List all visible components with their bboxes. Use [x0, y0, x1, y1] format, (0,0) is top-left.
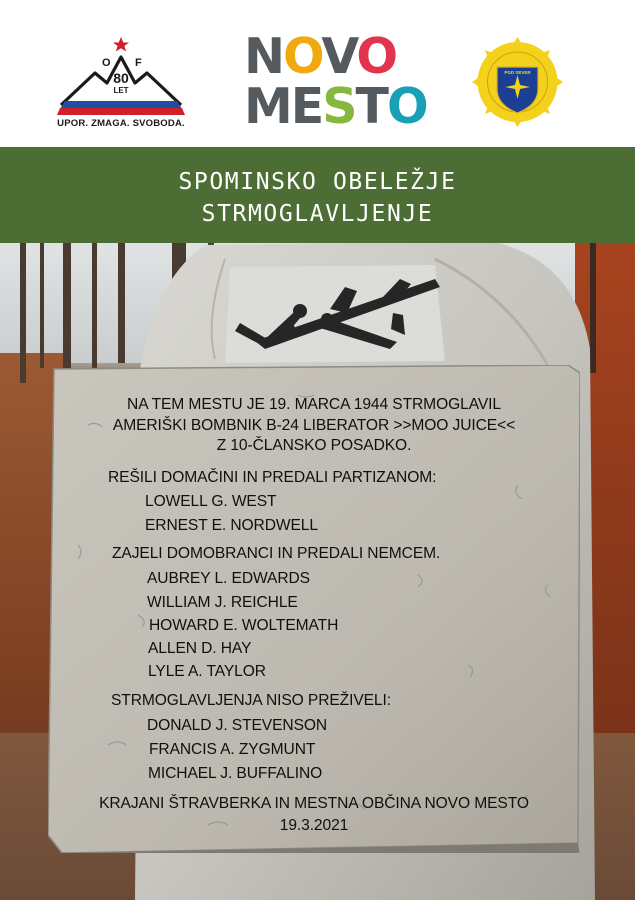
logo-header — [0, 0, 635, 147]
group2-name: ALLEN D. HAY — [148, 640, 252, 657]
nm-letter: T — [355, 78, 387, 135]
pgd-label: PGD SEVER — [504, 70, 531, 75]
group3-name: FRANCIS A. ZYGMUNT — [149, 741, 316, 758]
nm-letter: V — [321, 28, 357, 85]
group1-heading: REŠILI DOMAČINI IN PREDALI PARTIZANOM: — [108, 469, 437, 486]
mountain-icon — [55, 35, 187, 117]
group1-name: LOWELL G. WEST — [145, 493, 277, 510]
group2-heading: ZAJELI DOMOBRANCI IN PREDALI NEMCEM. — [112, 545, 441, 562]
tree-trunk — [20, 243, 26, 383]
of-motto: UPOR. ZMAGA. SVOBODA. — [57, 118, 185, 129]
group2-name: LYLE A. TAYLOR — [148, 663, 266, 680]
title-band — [0, 147, 635, 243]
heart-icon: O — [356, 28, 397, 85]
intro-line-1: NA TEM MESTU JE 19. MARCA 1944 STRMOGLAVIL — [127, 396, 501, 413]
group1-name: ERNEST E. NORDWELL — [145, 517, 318, 534]
group2-name: HOWARD E. WOLTEMATH — [149, 617, 339, 634]
horse-rider-icon: O — [283, 28, 322, 85]
of-number: 80 — [113, 70, 129, 86]
novo-mesto-logo — [244, 28, 427, 135]
of-letter-o: O — [102, 57, 111, 69]
group2-name: AUBREY L. EDWARDS — [147, 570, 310, 587]
fire-brigade-emblem-icon — [470, 37, 565, 127]
intro-line-3: Z 10-ČLANSKO POSADKO. — [216, 437, 412, 454]
of-80-logo — [55, 35, 187, 130]
plaque-date: 19.3.2021 — [279, 817, 349, 834]
title-line-2: STRMOGLAVLJENJE — [201, 201, 434, 227]
group3-heading: STRMOGLAVLJENJA NISO PREŽIVELI: — [111, 692, 391, 709]
nm-letter: S — [322, 78, 356, 135]
group3-name: DONALD J. STEVENSON — [147, 717, 328, 734]
group2-name: WILLIAM J. REICHLE — [147, 594, 298, 611]
swirl-icon: O — [386, 78, 427, 135]
of-unit: LET — [113, 86, 129, 95]
plaque-footer: KRAJANI ŠTRAVBERKA IN MESTNA OBČINA NOVO MESTO — [99, 795, 529, 812]
title-line-1: SPOMINSKO OBELEŽJE — [178, 169, 457, 195]
intro-line-2: AMERIŠKI BOMBNIK B-24 LIBERATOR >>MOO JUICE<< — [112, 417, 516, 434]
group3-name: MICHAEL J. BUFFALINO — [148, 765, 323, 782]
flag-stripes-icon — [57, 95, 185, 115]
nm-line1 — [244, 28, 397, 85]
nm-line2 — [244, 78, 427, 135]
nm-letter: N — [244, 28, 284, 85]
of-letter-f: F — [135, 57, 142, 69]
memorial-photo — [0, 243, 635, 900]
tree-trunk — [118, 243, 125, 363]
plaque-inscription — [48, 365, 580, 853]
nm-letter: E — [290, 78, 323, 135]
star-icon — [113, 37, 129, 52]
tree-trunk — [40, 243, 44, 368]
tree-trunk — [92, 243, 97, 373]
nm-letter: M — [244, 78, 291, 135]
